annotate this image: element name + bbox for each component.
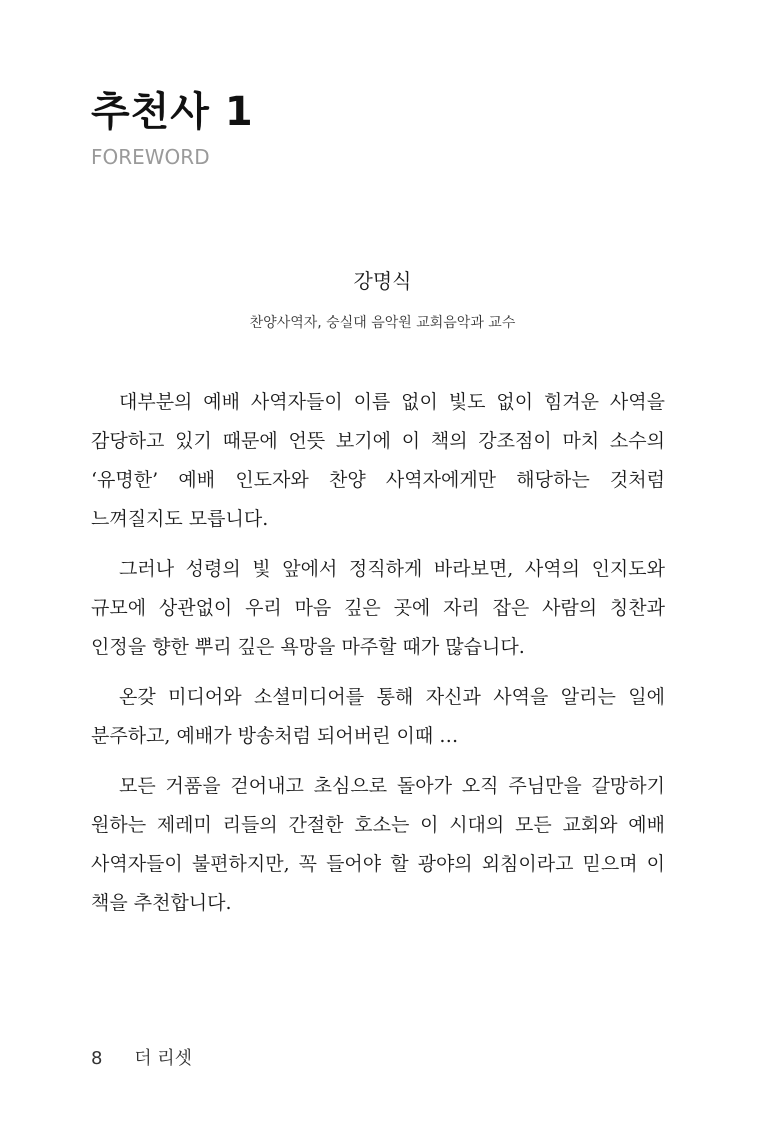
page-subtitle: FOREWORD [91, 145, 210, 169]
paragraph: 온갖 미디어와 소셜미디어를 통해 자신과 사역을 알리는 일에 분주하고, 예배가 방송처럼 되어버린 이때 … [91, 686, 665, 747]
author-name: 강명식 [353, 269, 412, 293]
paragraph: 그러나 성령의 빛 앞에서 정직하게 바라보면, 사역의 인지도와 규모에 상관없이 우리 마음 깊은 곳에 자리 잡은 사람의 칭찬과 인정을 향한 뿌리 깊은 욕망을 마주할 때가 많습니다. [91, 558, 665, 658]
book-title: 더 리셋 [134, 1048, 193, 1069]
paragraph: 대부분의 예배 사역자들이 이름 없이 빛도 없이 힘겨운 사역을 감당하고 있기 때문에 언뜻 보기에 이 책의 강조점이 마치 소수의 ‘유명한’ 예배 인도자와 찬양 사역자에게만 해당하는 것처럼 느껴질지도 모릅니다. [91, 391, 665, 530]
page-footer [91, 1044, 192, 1070]
body-text [91, 383, 665, 934]
author-affiliation: 찬양사역자, 숭실대 음악원 교회음악과 교수 [249, 315, 516, 331]
page-title: 추천사 1 [91, 89, 254, 135]
paragraph: 모든 거품을 걷어내고 초심으로 돌아가 오직 주님만을 갈망하기 원하는 제레미 리들의 간절한 호소는 이 시대의 모든 교회와 예배 사역자들이 불편하지만, 꼭 들어야 할 광야의 외침이라고 믿으며 이 책을 추천합니다. [91, 775, 665, 914]
page-number: 8 [91, 1048, 103, 1069]
